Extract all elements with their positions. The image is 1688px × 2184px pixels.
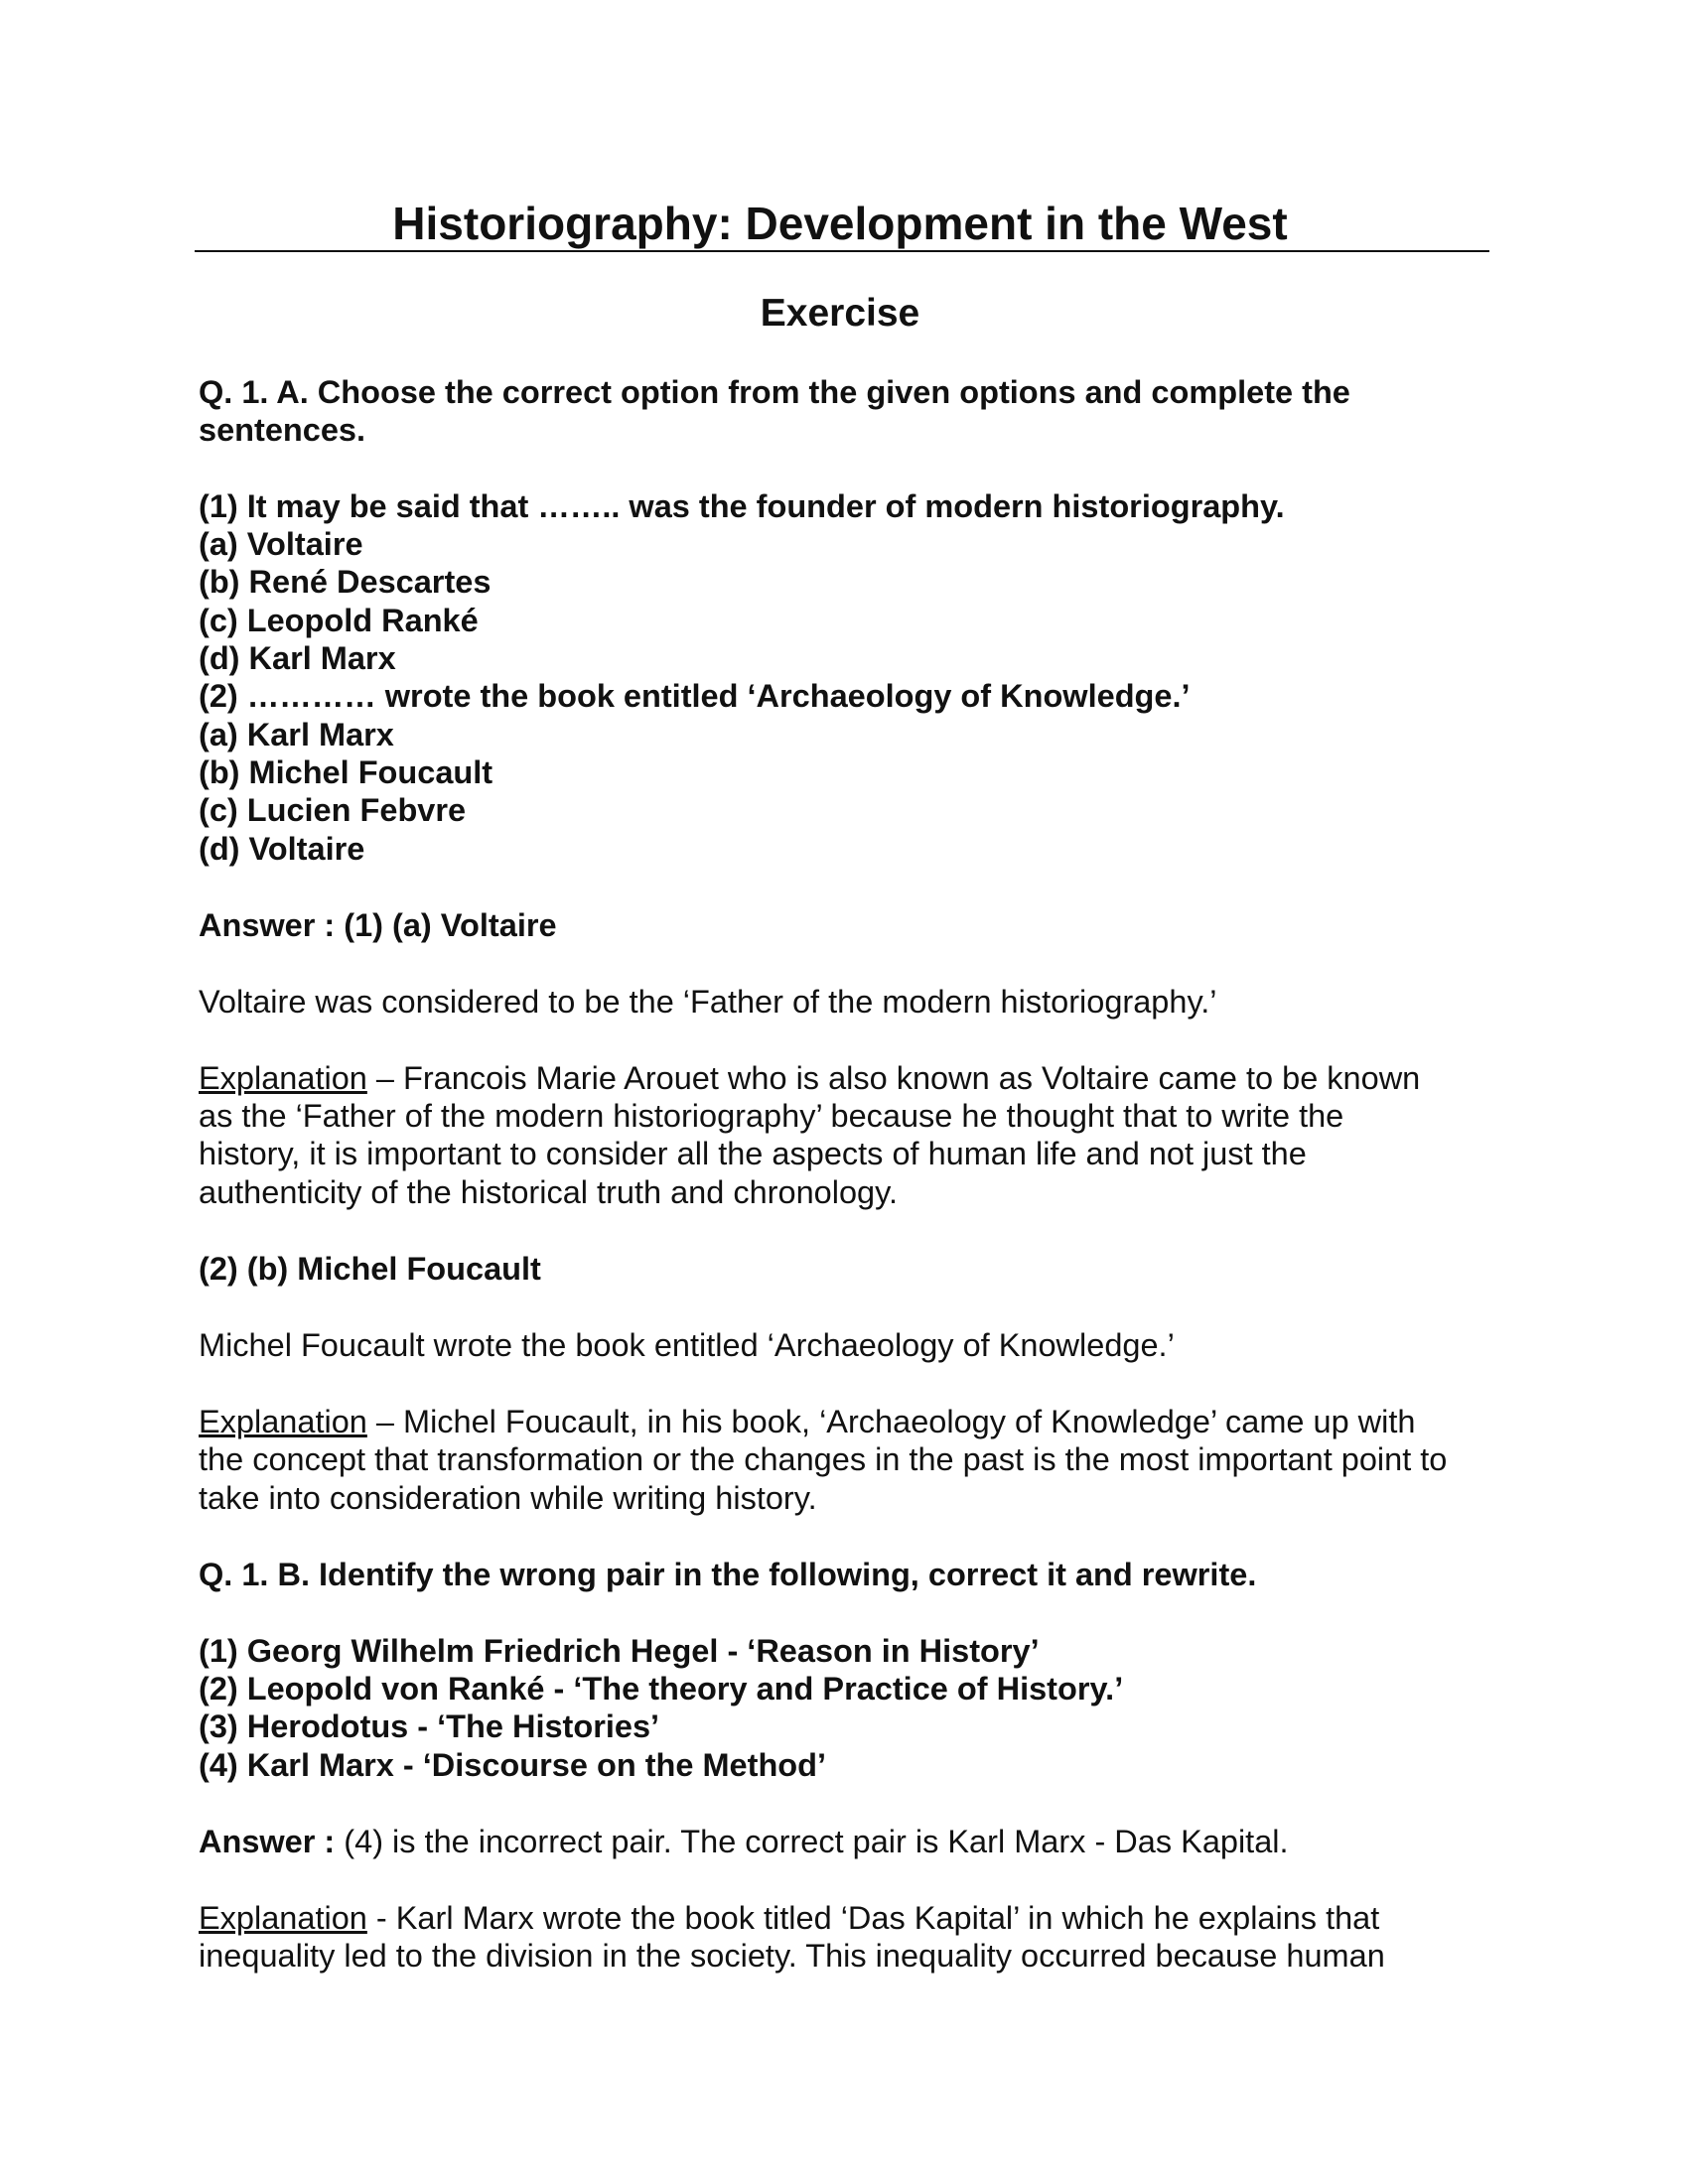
mcq-option: (a) Voltaire [199,526,363,562]
mcq-option: (a) Karl Marx [199,717,394,752]
mcq-option: (d) Karl Marx [199,640,396,676]
answer-heading: (2) (b) Michel Foucault [199,1251,541,1287]
answer-text: (4) is the incorrect pair. The correct pair is Karl Marx - Das Kapital. [335,1824,1289,1859]
explanation-text: – Michel Foucault, in his book, ‘Archaeology of Knowledge’ came up with [366,1404,1416,1439]
answer-statement: Voltaire was considered to be the ‘Father of the modern historiography.’ [199,984,1217,1020]
section-heading: Exercise [760,292,920,335]
explanation-line [199,1402,1415,1441]
question-prompt: Q. 1. A. Choose the correct option from the given options and complete the [199,374,1350,410]
mcq-option: (c) Leopold Ranké [199,603,479,638]
mcq-question: (2) ………… wrote the book entitled ‘Archaeology of Knowledge.’ [199,678,1191,714]
answer-heading: Answer : (1) (a) Voltaire [199,907,557,943]
question-prompt: Q. 1. B. Identify the wrong pair in the following, correct it and rewrite. [199,1557,1257,1592]
answer-line [199,1822,1289,1861]
explanation-text: – Francois Marie Arouet who is also known as Voltaire came to be known [366,1060,1421,1096]
explanation-line: authenticity of the historical truth and chronology. [199,1174,898,1210]
pair-item: (2) Leopold von Ranké - ‘The theory and Practice of History.’ [199,1671,1124,1706]
explanation-text: - Karl Marx wrote the book titled ‘Das Kapital’ in which he explains that [366,1900,1380,1936]
pair-item: (4) Karl Marx - ‘Discourse on the Method’ [199,1747,827,1783]
explanation-line [199,1898,1379,1938]
explanation-label: Explanation [199,1404,367,1439]
explanation-line: take into consideration while writing history. [199,1480,817,1516]
explanation-line: inequality led to the division in the society. This inequality occurred because human [199,1938,1385,1974]
explanation-line: as the ‘Father of the modern historiography’ because he thought that to write the [199,1098,1344,1134]
question-prompt-continued: sentences. [199,412,366,448]
mcq-option: (b) Michel Foucault [199,754,493,790]
answer-label: Answer : [199,1824,336,1859]
pair-item: (3) Herodotus - ‘The Histories’ [199,1708,660,1744]
answer-statement: Michel Foucault wrote the book entitled ‘Archaeology of Knowledge.’ [199,1327,1175,1363]
mcq-option: (d) Voltaire [199,831,365,867]
mcq-option: (c) Lucien Febvre [199,792,467,828]
explanation-line: history, it is important to consider all the aspects of human life and not just the [199,1136,1307,1171]
explanation-line: the concept that transformation or the changes in the past is the most important point to [199,1441,1448,1477]
title-underline [195,250,1489,252]
mcq-question: (1) It may be said that …….. was the founder of modern historiography. [199,488,1285,524]
explanation-label: Explanation [199,1900,367,1936]
mcq-option: (b) René Descartes [199,564,492,600]
explanation-label: Explanation [199,1060,367,1096]
page-title: Historiography: Development in the West [392,198,1288,249]
explanation-line [199,1058,1420,1098]
pair-item: (1) Georg Wilhelm Friedrich Hegel - ‘Reason in History’ [199,1633,1040,1669]
